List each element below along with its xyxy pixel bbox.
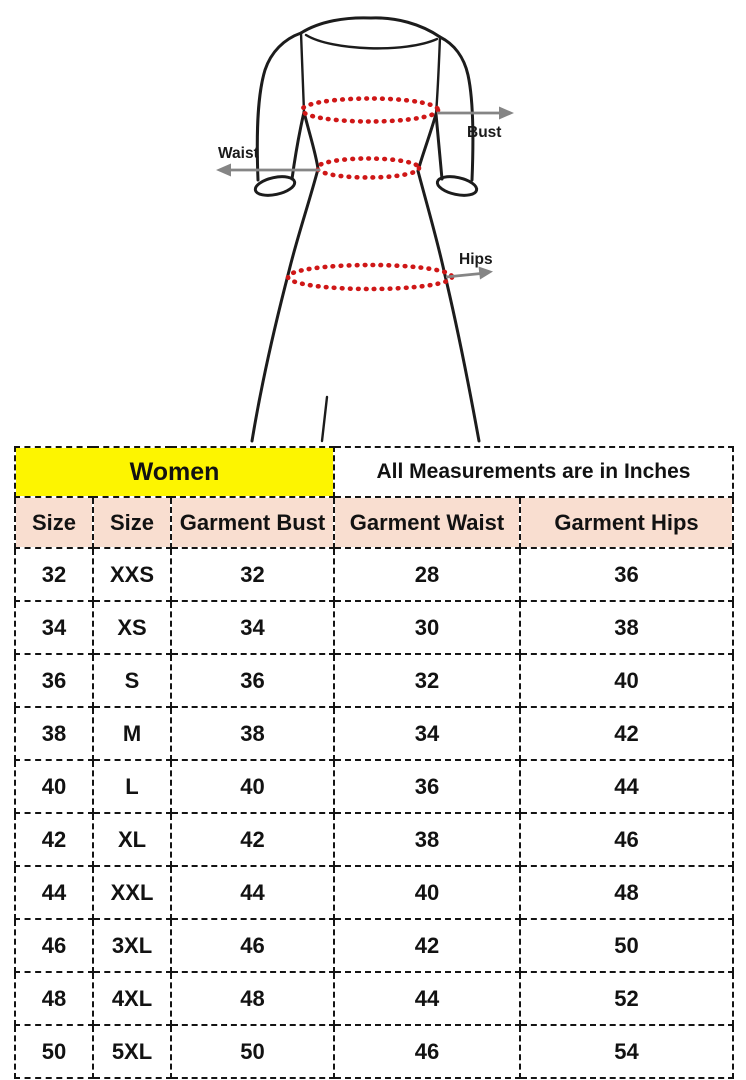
size-chart-table — [14, 446, 734, 1079]
table-cell: 42 — [15, 813, 93, 866]
measurements-note-header: All Measurements are in Inches — [334, 447, 733, 497]
table-cell: 40 — [171, 760, 334, 813]
table-cell: 32 — [15, 548, 93, 601]
table-cell: 34 — [15, 601, 93, 654]
table-cell: 46 — [15, 919, 93, 972]
table-cell: 38 — [15, 707, 93, 760]
table-row — [15, 813, 733, 866]
table-cell: 38 — [334, 813, 520, 866]
women-group-header: Women — [15, 447, 334, 497]
table-cell: 40 — [15, 760, 93, 813]
table-row — [15, 760, 733, 813]
group-header-row — [15, 447, 733, 497]
table-cell: 36 — [15, 654, 93, 707]
table-cell: 32 — [334, 654, 520, 707]
table-cell: 34 — [334, 707, 520, 760]
waist-measure-ellipse — [317, 159, 419, 178]
hips-label: Hips — [459, 251, 493, 268]
table-cell: XXS — [93, 548, 171, 601]
table-cell: 30 — [334, 601, 520, 654]
size-chart-table-body — [15, 548, 733, 1078]
column-header-row — [15, 497, 733, 548]
table-cell: 40 — [520, 654, 733, 707]
table-row — [15, 548, 733, 601]
table-cell: 5XL — [93, 1025, 171, 1078]
table-cell: S — [93, 654, 171, 707]
table-cell: 28 — [334, 548, 520, 601]
table-cell: 46 — [520, 813, 733, 866]
table-cell: 46 — [171, 919, 334, 972]
right-sleeve-inner — [436, 114, 442, 179]
table-cell: XS — [93, 601, 171, 654]
hips-measure-ellipse — [288, 265, 452, 289]
table-cell: 38 — [520, 601, 733, 654]
neckline-curve — [306, 35, 437, 48]
dress-outline-drawing — [252, 18, 479, 441]
column-header-size-letter: Size — [93, 497, 171, 548]
dress-measurement-diagram — [0, 0, 746, 446]
left-cuff — [254, 174, 297, 199]
table-cell: XXL — [93, 866, 171, 919]
collar-outline — [301, 18, 440, 37]
table-row — [15, 707, 733, 760]
table-cell: 44 — [334, 972, 520, 1025]
table-cell: 36 — [520, 548, 733, 601]
bust-arrowhead-icon — [499, 107, 514, 120]
right-skirt-side — [418, 171, 479, 441]
table-cell: 50 — [171, 1025, 334, 1078]
skirt-slit-line — [322, 397, 327, 441]
table-cell: 46 — [334, 1025, 520, 1078]
table-cell: 44 — [171, 866, 334, 919]
table-cell: 42 — [520, 707, 733, 760]
left-armhole-seam — [301, 33, 304, 112]
table-cell: 36 — [171, 654, 334, 707]
table-cell: 42 — [334, 919, 520, 972]
table-cell: L — [93, 760, 171, 813]
column-header-size-number: Size — [15, 497, 93, 548]
column-header-garment-waist: Garment Waist — [334, 497, 520, 548]
table-cell: 50 — [15, 1025, 93, 1078]
waist-label: Waist — [218, 145, 259, 162]
right-sleeve-outer — [440, 37, 473, 180]
left-skirt-side — [252, 169, 318, 441]
table-cell: 54 — [520, 1025, 733, 1078]
left-bodice-side — [304, 112, 318, 169]
table-cell: 48 — [15, 972, 93, 1025]
table-cell: 38 — [171, 707, 334, 760]
right-bodice-side — [418, 114, 436, 171]
column-header-garment-hips: Garment Hips — [520, 497, 733, 548]
bust-label: Bust — [467, 124, 502, 141]
size-chart-table-header — [15, 447, 733, 548]
table-cell: 50 — [520, 919, 733, 972]
table-row — [15, 866, 733, 919]
table-cell: 4XL — [93, 972, 171, 1025]
table-cell: 32 — [171, 548, 334, 601]
column-header-garment-bust: Garment Bust — [171, 497, 334, 548]
table-cell: 44 — [520, 760, 733, 813]
table-cell: XL — [93, 813, 171, 866]
table-row — [15, 601, 733, 654]
table-row — [15, 919, 733, 972]
measurement-ellipses — [288, 99, 452, 290]
hips-arrowhead-icon — [479, 267, 494, 280]
table-cell: 34 — [171, 601, 334, 654]
table-cell: 48 — [171, 972, 334, 1025]
table-cell: M — [93, 707, 171, 760]
dress-diagram-svg — [0, 0, 746, 446]
table-cell: 42 — [171, 813, 334, 866]
table-cell: 52 — [520, 972, 733, 1025]
bust-measure-ellipse — [302, 99, 438, 122]
table-row — [15, 972, 733, 1025]
table-cell: 40 — [334, 866, 520, 919]
table-row — [15, 1025, 733, 1078]
table-cell: 3XL — [93, 919, 171, 972]
table-row — [15, 654, 733, 707]
table-cell: 36 — [334, 760, 520, 813]
table-cell: 48 — [520, 866, 733, 919]
waist-arrowhead-icon — [216, 164, 231, 177]
table-cell: 44 — [15, 866, 93, 919]
right-armhole-seam — [436, 37, 440, 114]
